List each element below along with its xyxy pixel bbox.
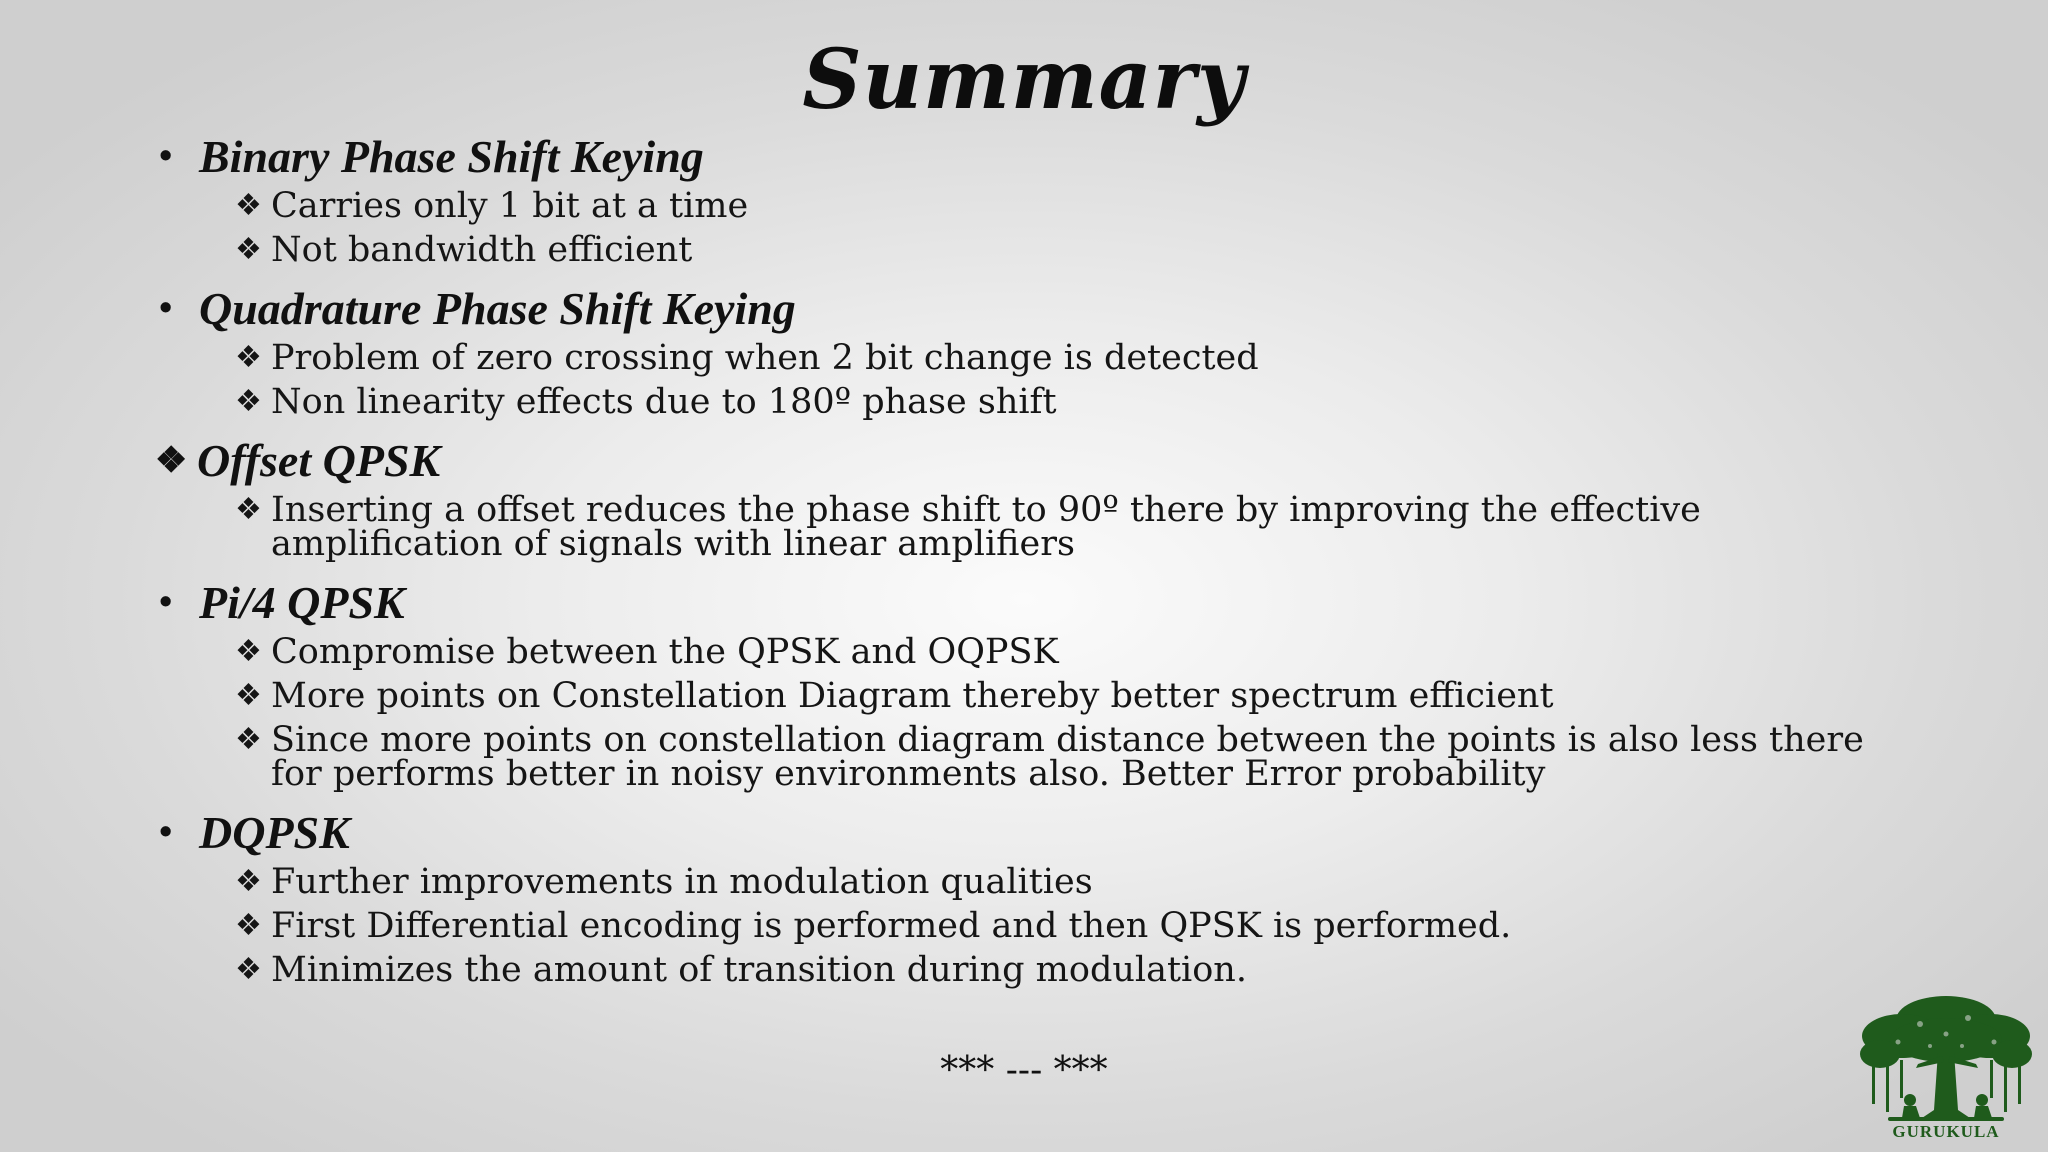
slide-title: Summary — [802, 32, 1246, 128]
list-item: ❖ Minimizes the amount of transition during modulation. — [235, 950, 1247, 990]
bullet-marker: • — [159, 287, 173, 329]
section-heading: Binary Phase Shift Keying — [199, 130, 704, 182]
diamond-bullet-icon: ❖ — [235, 678, 262, 713]
section-heading: Pi/4 QPSK — [199, 576, 405, 628]
bullet-marker: • — [159, 581, 173, 623]
section-oqpsk — [155, 432, 1915, 566]
section-heading: Offset QPSK — [197, 434, 441, 486]
section-pi4-qpsk — [155, 574, 1915, 796]
section-dqpsk — [155, 804, 1915, 992]
list-item: ❖ More points on Constellation Diagram thereby better spectrum efficient — [235, 676, 1554, 716]
bullet-marker: • — [159, 811, 173, 853]
diamond-bullet-icon: ❖ — [235, 908, 262, 943]
list-item: ❖ Not bandwidth efficient — [235, 230, 693, 270]
slide-footer: *** --- *** — [940, 1050, 1108, 1091]
diamond-bullet-icon: ❖ — [235, 864, 262, 899]
list-item: ❖ Problem of zero crossing when 2 bit change is detected — [235, 338, 1259, 378]
diamond-bullet-icon: ❖ — [235, 952, 262, 987]
list-item: ❖ Non linearity effects due to 180º phase shift — [235, 382, 1057, 422]
diamond-bullet-icon: ❖ — [235, 722, 262, 757]
list-item: ❖ Further improvements in modulation qualities — [235, 862, 1093, 902]
section-qpsk — [155, 280, 1915, 424]
section-bpsk — [155, 128, 1915, 272]
summary-list — [155, 128, 1915, 992]
section-heading: DQPSK — [199, 806, 350, 858]
list-item: ❖ Since more points on constellation diagram distance between the points is also less there for performs better in noisy environments also. Better Error probability — [235, 720, 1864, 794]
diamond-bullet-icon: ❖ — [235, 188, 262, 223]
diamond-bullet-icon: ❖ — [235, 384, 262, 419]
list-item: ❖ Inserting a offset reduces the phase shift to 90º there by improving the effective amplification of signals with linear amplifiers — [235, 490, 1701, 564]
bullet-marker: • — [159, 135, 173, 177]
diamond-bullet-icon: ❖ — [235, 492, 262, 527]
diamond-bullet-icon: ❖ — [235, 232, 262, 267]
list-item: ❖ Carries only 1 bit at a time — [235, 186, 749, 226]
banyan-tree-icon — [1858, 990, 2034, 1122]
list-item: ❖ First Differential encoding is performed and then QPSK is performed. — [235, 906, 1512, 946]
diamond-bullet-icon: ❖ — [235, 634, 262, 669]
diamond-bullet-icon: ❖ — [235, 340, 262, 375]
section-heading: Quadrature Phase Shift Keying — [199, 282, 796, 334]
diamond-bullet-icon: ❖ — [155, 440, 188, 480]
logo-text: GURUKULA — [1892, 1122, 2000, 1141]
list-item: ❖ Compromise between the QPSK and OQPSK — [235, 632, 1059, 672]
gurukula-logo — [1858, 990, 2034, 1142]
